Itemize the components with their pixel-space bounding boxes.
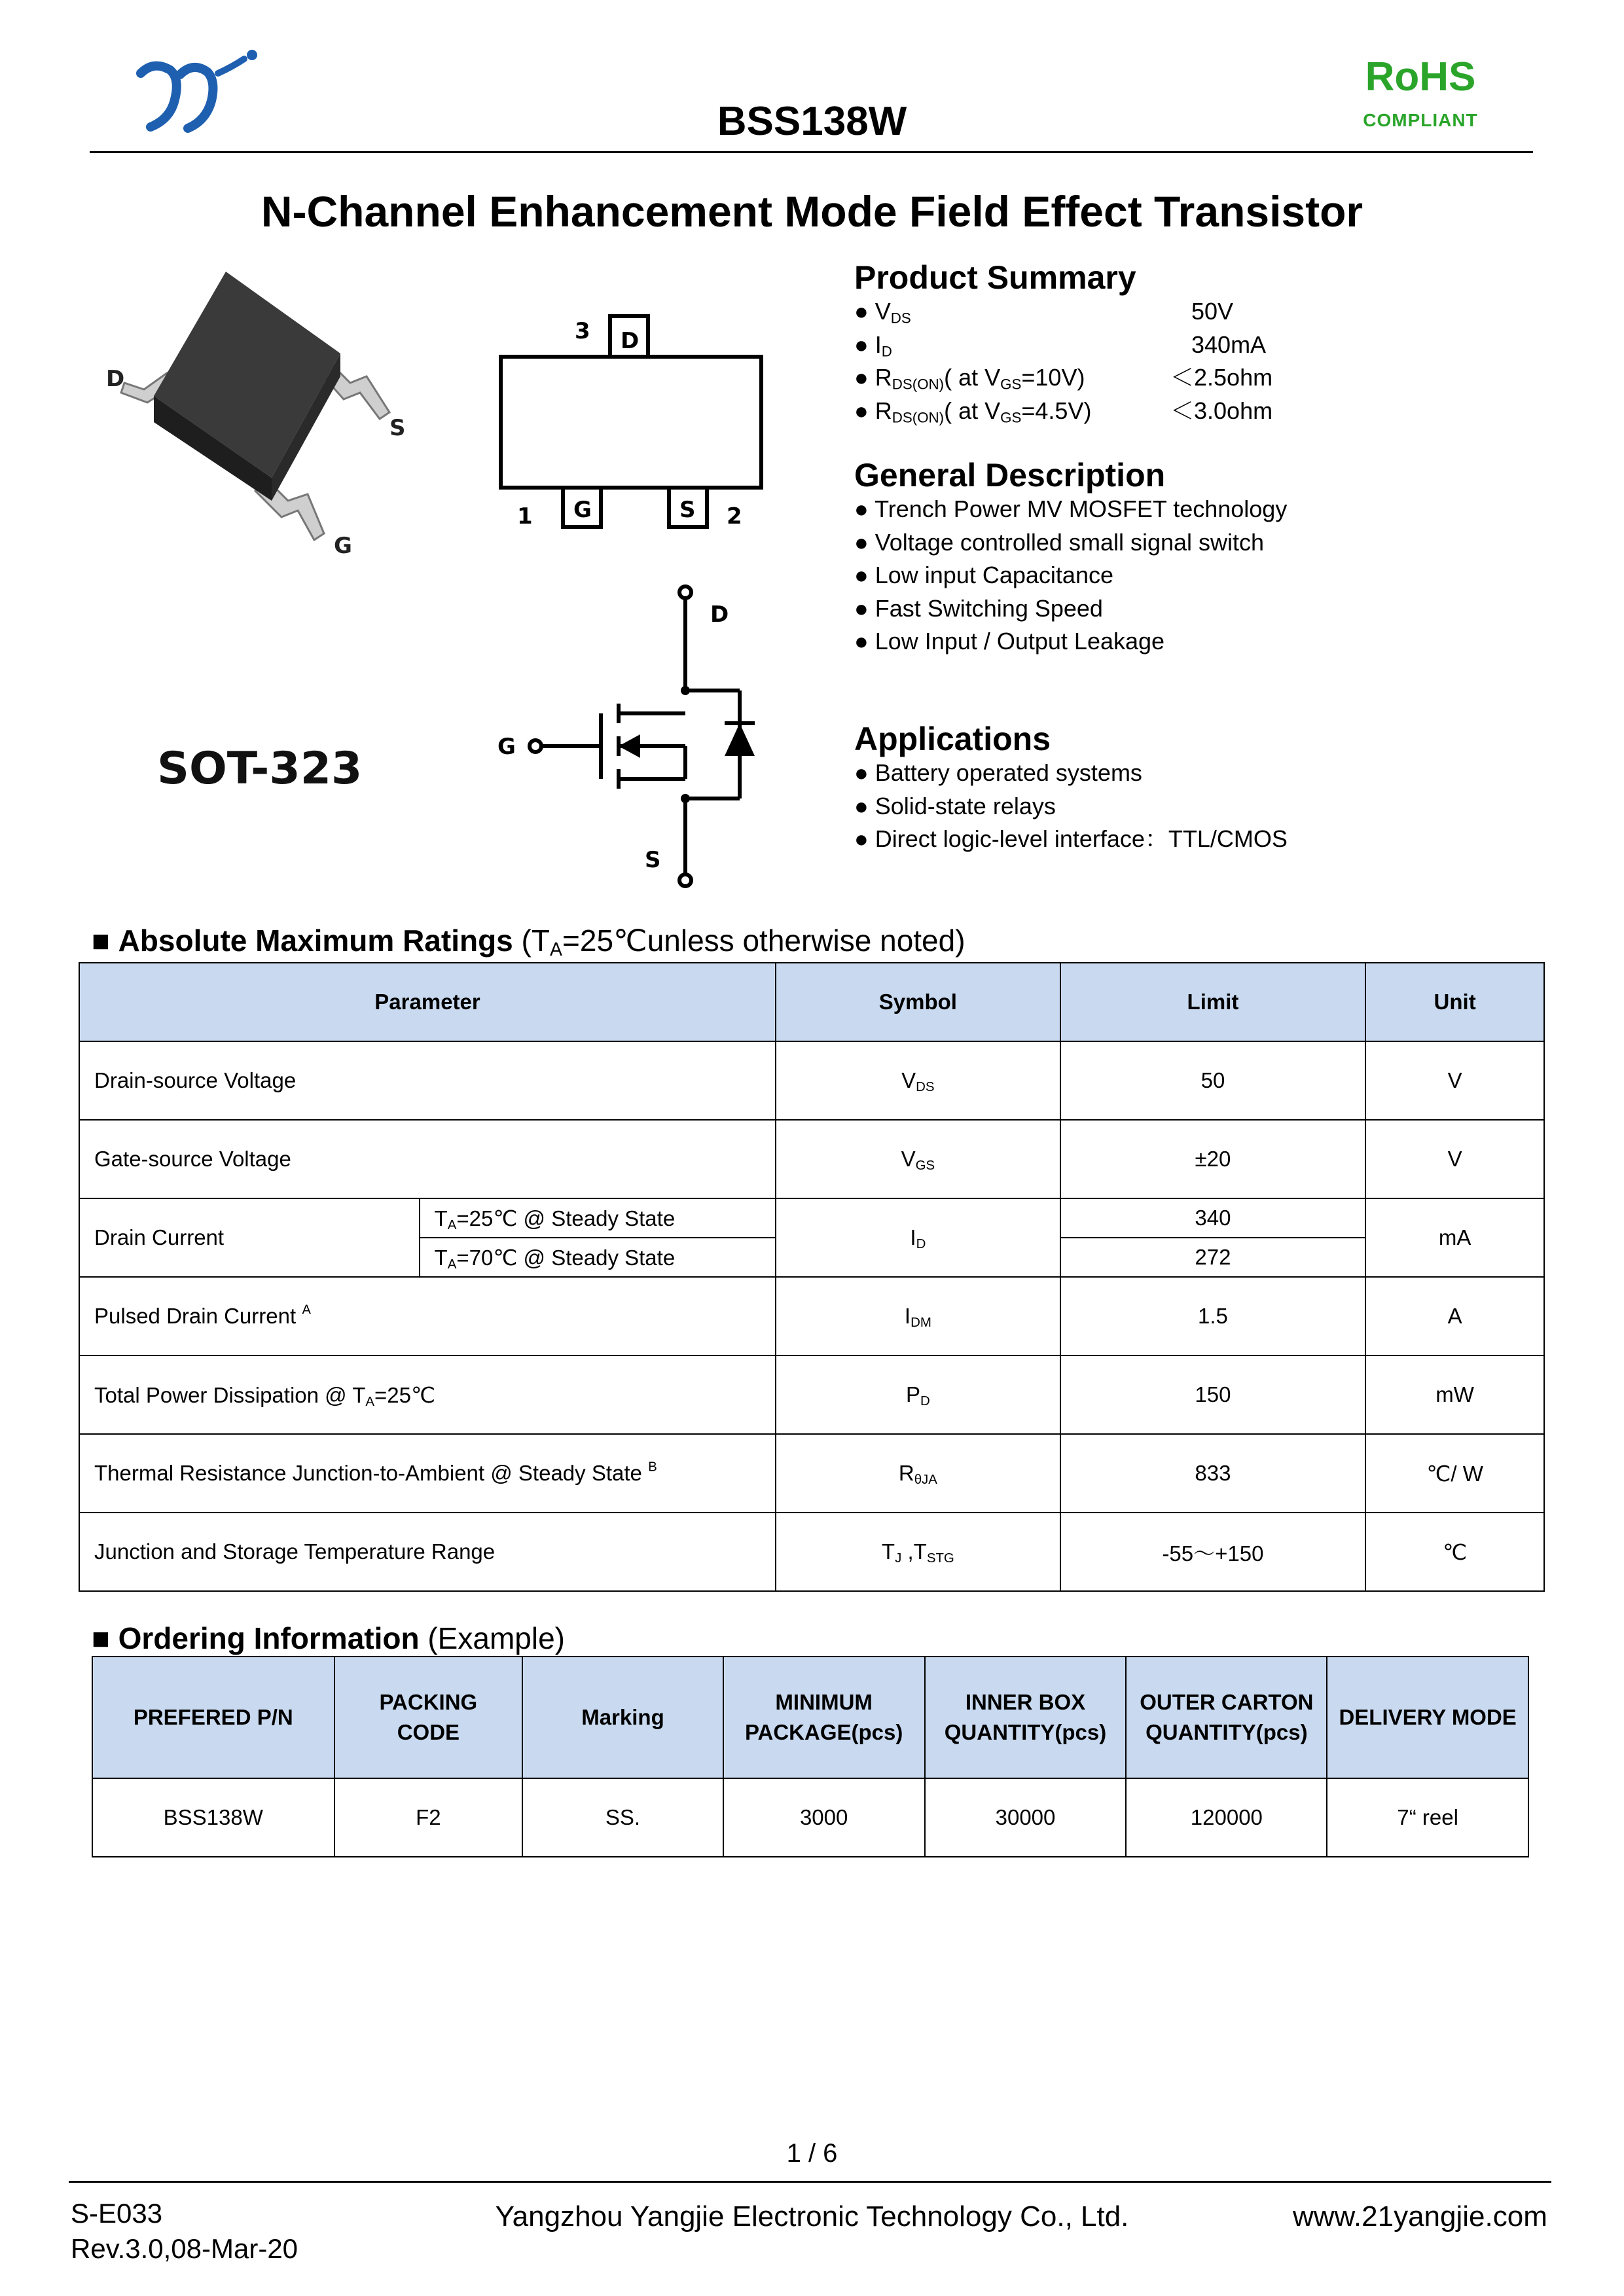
table-header-row xyxy=(92,1657,1528,1778)
header-outer-carton: OUTER CARTON QUANTITY(pcs) xyxy=(1126,1657,1327,1778)
pin3-number: 3 xyxy=(575,318,590,344)
website-url: www.21yangjie.com xyxy=(1293,2200,1547,2233)
table-row: Drain Current $T_A=25℃$ @ Steady State $I_D$ 340 mA xyxy=(79,1198,1544,1238)
mosfet-symbol xyxy=(484,583,759,890)
desc-item: ● Trench Power MV MOSFET technology xyxy=(854,495,1288,522)
header-unit: Unit xyxy=(1365,963,1544,1041)
header-parameter: Parameter xyxy=(79,963,776,1041)
product-summary-heading: Product Summary xyxy=(854,259,1136,296)
pin3-label: D xyxy=(621,328,640,354)
ordering-heading: ■ Ordering Information (Example) xyxy=(92,1621,565,1655)
part-number-header: BSS138W xyxy=(717,99,907,144)
revision-text: Rev.3.0,08-Mar-20 xyxy=(71,2233,298,2264)
desc-item: ● Low input Capacitance xyxy=(854,562,1113,588)
product-summary-list xyxy=(854,295,1443,427)
header-symbol: Symbol xyxy=(776,963,1060,1041)
photo-label-s: S xyxy=(389,415,406,441)
summary-rdson-10v: ● $R_{DS(ON)}$( at $V_{GS}=10V) <2.5ohm$ xyxy=(854,364,1273,393)
company-name: Yangzhou Yangjie Electronic Technology Co., Ltd. xyxy=(495,2200,1129,2233)
summary-vds: ● $V_{DS}$ 50V xyxy=(854,298,1234,327)
rohs-compliant-label: COMPLIANT xyxy=(1363,110,1478,130)
footer-divider xyxy=(69,2181,1551,2183)
doc-code-text: S-E033 xyxy=(71,2198,163,2229)
table-row: BSS138W F2 SS. 3000 30000 120000 7“ reel xyxy=(92,1778,1528,1857)
symbol-label-s: S xyxy=(645,847,661,873)
summary-rdson-4v5: ● $R_{DS(ON)}$( at $V_{GS}=4.5V) <3.0ohm$ xyxy=(854,397,1273,426)
header-marking: Marking xyxy=(522,1657,723,1778)
header-inner-box: INNER BOX QUANTITY(pcs) xyxy=(925,1657,1127,1778)
table-row: Total Power Dissipation @ $T_A=25℃$ $P_D$ 150 mW xyxy=(79,1355,1544,1434)
header-pn: PREFERED P/N xyxy=(92,1657,334,1778)
header-limit: Limit xyxy=(1060,963,1366,1041)
desc-item: ● Fast Switching Speed xyxy=(854,594,1103,622)
table-row: $T_A=70℃$ @ Steady State 272 xyxy=(79,1238,1544,1277)
page-number: 1 / 6 xyxy=(786,2139,838,2168)
table-row: Gate-source Voltage $V_{GS}$ ±20 V xyxy=(79,1120,1544,1198)
general-description-heading: General Description xyxy=(854,457,1166,493)
application-item: ● Direct logic-level interface：TTL/CMOS xyxy=(854,825,1288,852)
pin1-label: G xyxy=(573,497,592,523)
pin1-number: 1 xyxy=(517,503,533,529)
application-item: ● Battery operated systems xyxy=(854,759,1142,786)
desc-item: ● Voltage controlled small signal switch xyxy=(854,528,1265,556)
header-packing-code: PACKING CODE xyxy=(334,1657,523,1778)
summary-id: ● $I_D$ 340mA xyxy=(854,331,1267,360)
table-row: Thermal Resistance Junction-to-Ambient @ Steady State $^B$ $R_{\theta JA}$ 833 ℃/ W xyxy=(79,1434,1544,1513)
amr-heading: ■ Absolute Maximum Ratings ($T_A=25℃unless$ otherwise noted) xyxy=(92,924,965,961)
symbol-label-g: G xyxy=(497,734,516,760)
package-name: SOT-323 xyxy=(157,743,363,795)
ordering-info-table xyxy=(92,1656,1529,1857)
applications-heading: Applications xyxy=(854,721,1051,757)
header-divider xyxy=(90,151,1533,153)
table-header-row xyxy=(79,963,1544,1041)
absolute-max-ratings-table xyxy=(79,962,1545,1592)
header-delivery-mode: DELIVERY MODE xyxy=(1327,1657,1528,1778)
general-description-list xyxy=(854,493,1287,658)
photo-label-d: D xyxy=(106,366,125,392)
pin2-number: 2 xyxy=(727,503,742,529)
pin2-label: S xyxy=(679,497,696,523)
pin-diagram xyxy=(497,304,772,540)
header-min-package: MINIMUM PACKAGE(pcs) xyxy=(723,1657,925,1778)
application-item: ● Solid-state relays xyxy=(854,792,1056,819)
table-row: Drain-source Voltage $V_{DS}$ 50 V xyxy=(79,1041,1544,1120)
applications-list xyxy=(854,757,1288,856)
rohs-mark: RoHS xyxy=(1365,54,1476,99)
desc-item: ● Low Input / Output Leakage xyxy=(854,628,1165,655)
photo-label-g: G xyxy=(334,533,352,559)
table-row: Junction and Storage Temperature Range $T_J$ $,T_{STG}$ -55～+150 ℃ xyxy=(79,1513,1544,1591)
package-photo xyxy=(98,262,439,576)
symbol-label-d: D xyxy=(710,601,729,628)
table-row: Pulsed Drain Current $^A$ $I_{DM}$ 1.5 A xyxy=(79,1277,1544,1355)
document-title: N-Channel Enhancement Mode Field Effect Transistor xyxy=(261,187,1363,236)
